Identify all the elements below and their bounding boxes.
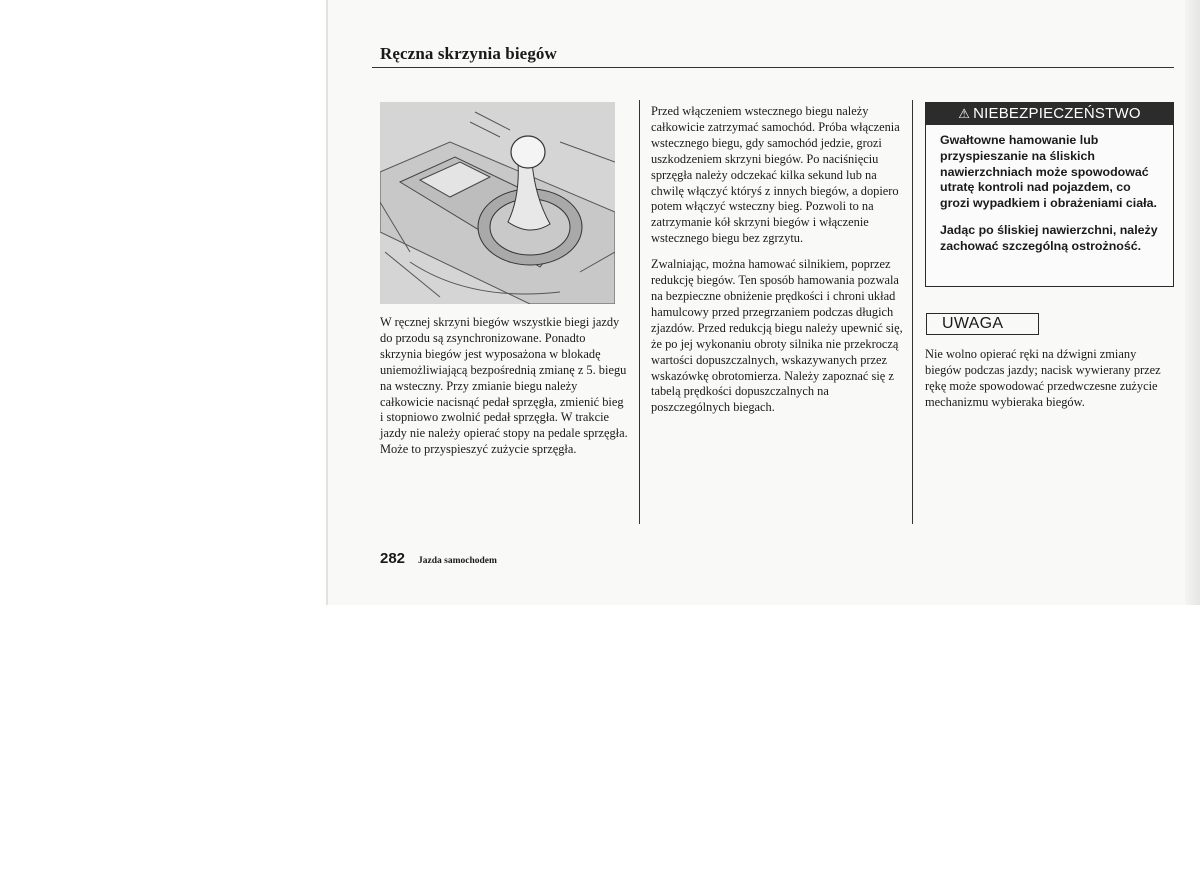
- engine-braking-paragraph: Zwalniając, można hamować silnikiem, poprzez redukcję biegów. Ten sposób hamowania pozwala na bezpieczne obniżenie prędkości i chroni układ hamulcowy przed przegrzaniem podczas długich zjazdów. Przed redukcją biegu należy upewnić się, że po jej wykonaniu obroty silnika nie przekroczą wartości dopuszczalnych, wskazywanych przez wskazówkę obrotomierza. Należy zapoznać się z tabelą prędkości dopuszczalnych na poszczególnych biegach.: [651, 257, 903, 415]
- gear-shift-figure: [380, 102, 615, 304]
- danger-title: NIEBEZPIECZEŃSTWO: [973, 105, 1141, 122]
- synchronized-gears-paragraph: W ręcznej skrzyni biegów wszystkie biegi jazdy do przodu są zsynchronizowane. Ponadto skrzynia biegów jest wyposażona w blokadę uniemożliwiającą bezpośrednią zmianę z 5. biegu na wsteczny. Przy zmianie biegu należy całkowicie nacisnąć pedał sprzęgła, zmienić bieg i stopniowo zwolnić pedał sprzęgła. W trakcie jazdy nie należy opierać stopy na pedale sprzęgła. Może to przyspieszyć zużycie sprzęgła.: [380, 315, 628, 457]
- page-title: Ręczna skrzynia biegów: [380, 44, 557, 63]
- danger-body: [926, 125, 1173, 255]
- danger-text-1: Gwałtowne hamowanie lub przyspieszanie na śliskich nawierzchniach może spowodować utratę kontroli nad pojazdem, co grozi wypadkiem i obrażeniami ciała.: [940, 133, 1157, 211]
- danger-text-2: Jadąc po śliskiej nawierzchni, należy zachować szczególną ostrożność.: [940, 222, 1158, 253]
- notice-title: UWAGA: [926, 313, 1039, 335]
- title-rule: [372, 67, 1174, 68]
- column-2: [651, 104, 906, 416]
- section-name: Jazda samochodem: [418, 556, 497, 566]
- danger-box: [925, 102, 1174, 287]
- danger-header: [926, 103, 1173, 125]
- column-divider-2: [912, 100, 913, 524]
- column-divider-1: [639, 100, 640, 524]
- column-3: [925, 347, 1173, 411]
- warning-triangle-icon: ⚠: [958, 106, 971, 121]
- gear-shift-lever-illustration: [380, 102, 615, 304]
- column-1: [380, 315, 630, 458]
- reverse-gear-paragraph: Przed włączeniem wstecznego biegu należy całkowicie zatrzymać samochód. Próba włączenia wstecznego biegu, gdy samochód jedzie, grozi uszkodzeniem skrzyni biegów. Po naciśnięciu sprzęgła należy odczekać kilka sekund lub na chwilę włączyć któryś z innych biegów, a dopiero potem włączyć wsteczny bieg. Pozwoli to na zatrzymanie kół skrzyni biegów i włączenie wstecznego biegu bez zgrzytu.: [651, 104, 900, 246]
- notice-text: Nie wolno opierać ręki na dźwigni zmiany biegów podczas jazdy; nacisk wywierany przez rękę może spowodować przedwczesne zużycie mechanizmu wybieraka biegów.: [925, 347, 1161, 409]
- page-number: 282: [380, 550, 406, 567]
- book-spine: [1185, 0, 1200, 605]
